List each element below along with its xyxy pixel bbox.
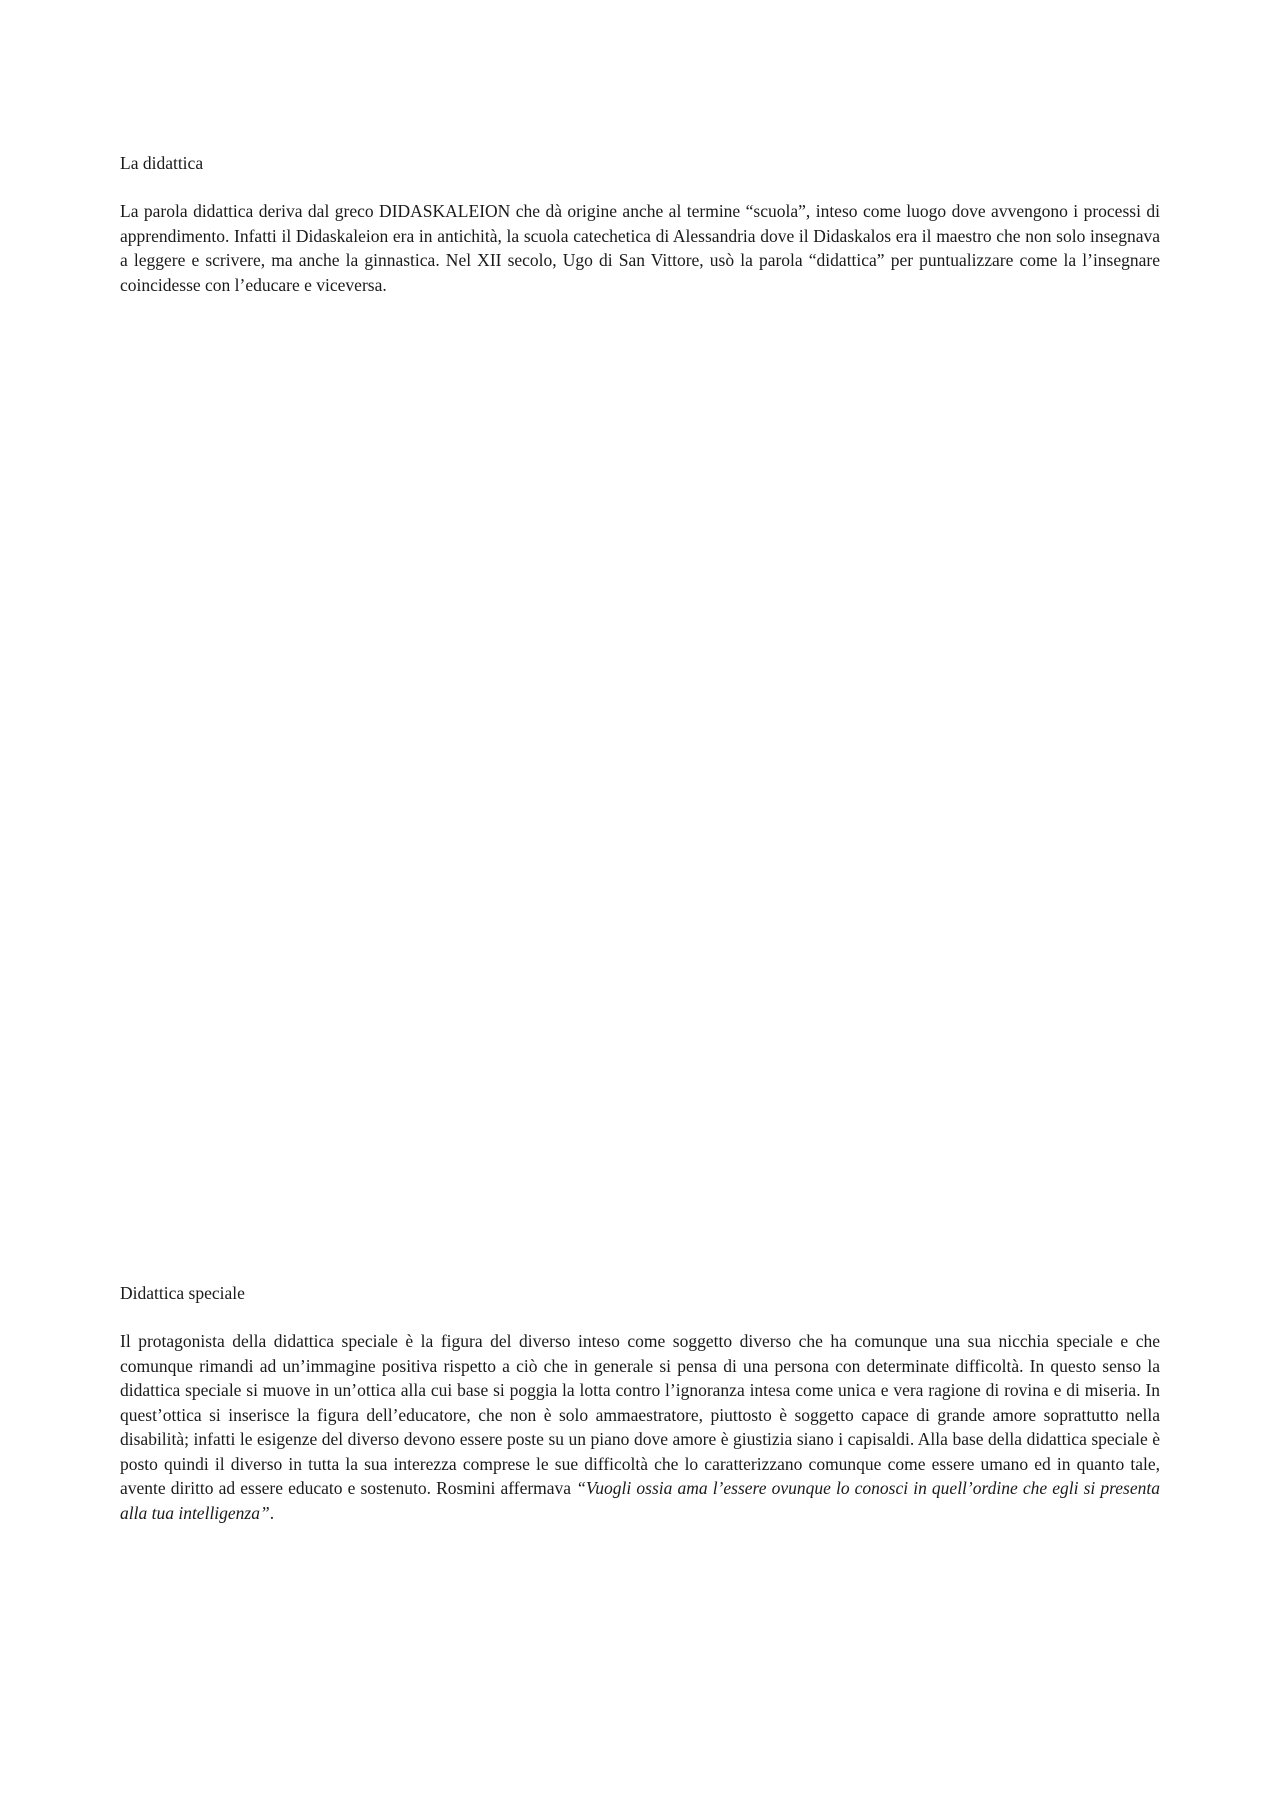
rosmini-quote: “Vuogli ossia ama l’essere ovunque lo conosci in quell’ordine che egli si presenta alla tua intelligenza”: [120, 1478, 1160, 1523]
section-paragraph: La parola didattica deriva dal greco DIDASKALEION che dà origine anche al termine “scuola”, inteso come luogo dove avvengono i processi di apprendimento. Infatti il Didaskaleion era in antichità, la scuola catechetica di Alessandria dove il Didaskalos era il maestro che non solo insegnava a leggere e scrivere, ma anche la ginnastica. Nel XII secolo, Ugo di San Vittore, usò la parola “didattica” per puntualizzare come la l’insegnare coincidesse con l’educare e viceversa.: [120, 201, 1160, 295]
section-heading: Didattica speciale: [120, 1283, 245, 1303]
paragraph-closing: .: [269, 1502, 275, 1523]
paragraph-text: Il protagonista della didattica speciale è la figura del diverso inteso come soggetto diverso che ha comunque una sua nicchia speciale e che comunque rimandi ad un’immagine positiva rispetto a ciò che in generale si pensa di una persona con determinate difficoltà. In questo senso la didattica speciale si muove in un’ottica alla cui base si poggia la lotta contro l’ignoranza intesa come unica e vera ragione di rovina e di miseria. In quest’ottica si inserisce la figura dell’educatore, che non è solo ammaestratore, piuttosto è soggetto capace di grande amore soprattutto nella disabilità; infatti le esigenze del diverso devono essere poste su un piano dove amore è giustizia siano i capisaldi. Alla base della didattica speciale è posto quindi il diverso in tutta la sua interezza comprese le sue difficoltà che lo caratterizzano comunque come essere umano ed in quanto tale, avente diritto ad essere educato e sostenuto. Rosmini affermava: [120, 1331, 1160, 1498]
section-heading: La didattica: [120, 153, 204, 173]
section-la-didattica: [120, 151, 1160, 297]
section-didattica-speciale: [120, 1281, 1160, 1525]
section-paragraph: [120, 1329, 1160, 1525]
